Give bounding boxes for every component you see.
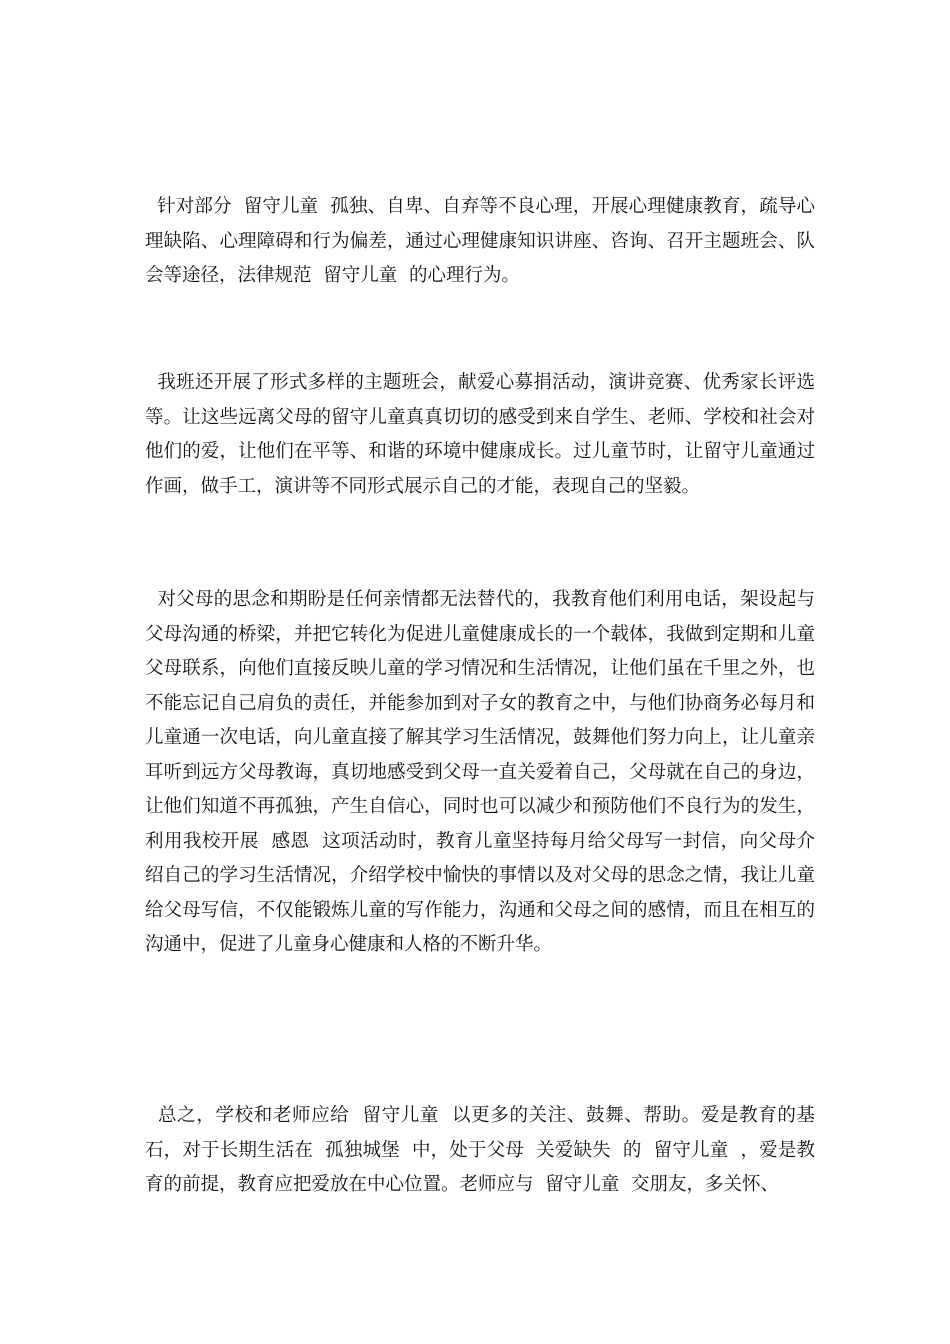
paragraph-class-activities: 我班还开展了形式多样的主题班会，献爱心募捐活动，演讲竞赛、优秀家长评选等。让这些远离父母的留守儿童真真切切的感受到来自学生、老师、学校和社会对他们的爱，让他们在平等、和谐的环境中健康成长。过儿童节时，让留守儿童通过作画，做手工，演讲等不同形式展示自己的才能，表现自己的坚毅。 [145, 372, 815, 497]
paragraph-psychological-education: 针对部分 留守儿童 孤独、自卑、自弃等不良心理，开展心理健康教育，疏导心理缺陷、心理障碍和行为偏差，通过心理健康知识讲座、咨询、召开主题班会、队会等途径，法律规范 留守儿童 的心理行为。 [145, 196, 815, 286]
paragraph-parent-communication: 对父母的思念和期盼是任何亲情都无法替代的，我教育他们利用电话，架设起与父母沟通的桥梁，并把它转化为促进儿童健康成长的一个载体，我做到定期和儿童父母联系，向他们直接反映儿童的学习情况和生活情况，让他们虽在千里之外，也不能忘记自己肩负的责任，并能参加到对子女的教育之中，与他们协商务必每月和儿童通一次电话，向儿童直接了解其学习生活情况，鼓舞他们努力向上，让儿童亲耳听到远方父母教诲，真切地感受到父母一直关爱着自己，父母就在自己的身边，让他们知道不再孤独，产生自信心，同时也可以减少和预防他们不良行为的发生，利用我校开展 感恩 这项活动时，教育儿童坚持每月给父母写一封信，向父母介绍自己的学习生活情况，介绍学校中愉快的事情以及对父母的思念之情，我让儿童给父母写信，不仅能锻炼儿童的写作能力，沟通和父母之间的感情，而且在相互的沟通中，促进了儿童身心健康和人格的不断升华。 [145, 589, 815, 955]
paragraph-conclusion: 总之，学校和老师应给 留守儿童 以更多的关注、鼓舞、帮助。爱是教育的基石，对于长期生活在 孤独城堡 中，处于父母 关爱缺失 的 留守儿童 ，爱是教育的前提，教育应把爱放在中心位置。老师应与 留守儿童 交朋友，多关怀、 [145, 1105, 816, 1195]
